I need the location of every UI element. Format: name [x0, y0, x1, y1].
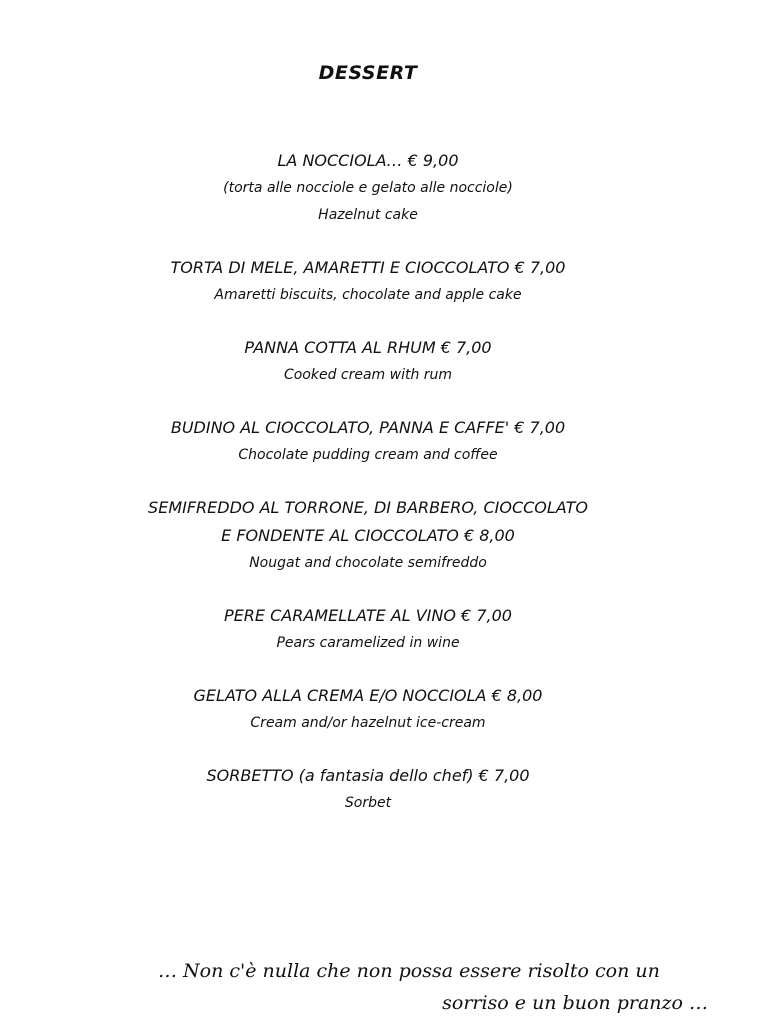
menu-title: DESSERT	[318, 62, 418, 84]
menu-item-la-nocciola	[0, 147, 736, 229]
item-name: TORTA DI MELE, AMARETTI E CIOCCOLATO € 7,00	[170, 258, 566, 277]
item-description: Cream and/or hazelnut ice-cream	[250, 715, 486, 731]
item-name: LA NOCCIOLA… € 9,00	[277, 151, 459, 170]
menu-item-gelato	[0, 682, 736, 737]
menu-item-panna-cotta	[0, 334, 736, 389]
item-description: Sorbet	[344, 795, 392, 811]
menu-item-sorbetto	[0, 762, 736, 817]
menu-item-pere-caramellate	[0, 602, 736, 657]
item-name: SORBETTO (a fantasia dello chef) € 7,00	[206, 766, 530, 785]
item-name: PANNA COTTA AL RHUM € 7,00	[244, 338, 492, 357]
item-description: Nougat and chocolate semifreddo	[249, 555, 487, 571]
item-name: GELATO ALLA CREMA E/O NOCCIOLA € 8,00	[193, 686, 543, 705]
closing-quote	[158, 955, 718, 1019]
item-description: Cooked cream with rum	[283, 367, 453, 383]
item-note: (torta alle nocciole e gelato alle nocciole)	[223, 180, 513, 196]
item-name-line2: E FONDENTE AL CIOCCOLATO € 8,00	[221, 526, 515, 545]
item-description: Hazelnut cake	[318, 207, 418, 223]
item-name-line1: SEMIFREDDO AL TORRONE, DI BARBERO, CIOCCOLATO	[148, 498, 588, 517]
dessert-list	[0, 147, 736, 842]
menu-item-torta-di-mele	[0, 254, 736, 309]
item-name: PERE CARAMELLATE AL VINO € 7,00	[224, 606, 512, 625]
quote-line2: sorriso e un buon pranzo …	[442, 992, 708, 1014]
item-description: Pears caramelized in wine	[276, 635, 460, 651]
item-description: Amaretti biscuits, chocolate and apple cake	[214, 287, 522, 303]
quote-line1: … Non c'è nulla che non possa essere risolto con un	[158, 960, 660, 982]
item-name: BUDINO AL CIOCCOLATO, PANNA E CAFFE' € 7,00	[170, 418, 566, 437]
menu-item-budino	[0, 414, 736, 469]
item-description: Chocolate pudding cream and coffee	[238, 447, 498, 463]
menu-item-semifreddo	[0, 494, 736, 577]
